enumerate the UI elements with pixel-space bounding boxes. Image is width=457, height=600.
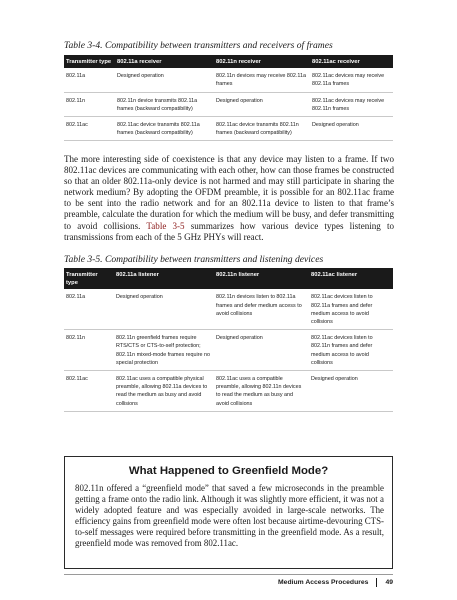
table-header-row: [64, 268, 393, 289]
sidebar-body: 802.11n offered a “greenfield mode” that saved a few microseconds in the preamble getting a frame onto the radio link. Although it was slightly more efficient, it was not a widely adopted feature and was especially avoided in large-scale networks. The efficiency gains from greenfield mode were often lost because airtime-devouring CTS-to-self messages were required before transmitting in the greenfield mode. As a result, greenfield mode was removed from 802.11ac.: [75, 483, 384, 548]
header-cell: 802.11ac receiver: [312, 59, 360, 65]
table-row: [64, 371, 393, 412]
table-row: [64, 330, 393, 371]
header-cell: Transmitter type: [66, 59, 112, 65]
table-3-5-caption: Table 3-5. Compatibility between transmitters and listening devices: [64, 254, 324, 265]
header-cell: 802.11n listener: [216, 272, 260, 278]
table-3-5-link[interactable]: Table 3-5: [146, 220, 185, 231]
table-cell: 802.11n: [66, 97, 86, 104]
table-cell: 802.11a: [66, 73, 86, 80]
table-cell: 802.11n device transmits 802.11a frames (backward compatibility): [117, 97, 198, 112]
table-cell: 802.11ac: [66, 122, 88, 129]
footer-rule: [64, 574, 393, 575]
table-cell: Designed operation: [216, 97, 263, 104]
table-cell: 802.11n greenfield frames require RTS/CTS or CTS-to-self protection; 802.11n mixed-mode frames require no special protection: [116, 335, 210, 366]
body-paragraph: [64, 154, 394, 243]
sidebar-box: [64, 456, 393, 569]
table-3-5: [64, 268, 393, 412]
table-cell: 802.11ac device transmits 802.11a frames (backward compatibility): [117, 122, 200, 137]
header-cell: Transmitter type: [66, 272, 98, 287]
footer-separator: [376, 578, 377, 587]
table-row: [64, 68, 393, 92]
header-cell: 802.11a receiver: [117, 59, 162, 65]
table-cell: 802.11a: [66, 294, 86, 301]
header-cell: 802.11ac listener: [311, 272, 358, 278]
table-cell: 802.11n devices listen to 802.11a frames and defer medium access to avoid collisions: [216, 294, 302, 317]
table-header-row: [64, 55, 393, 68]
table-cell: 802.11ac devices listen to 802.11a frames and defer medium access to avoid collisions: [311, 294, 373, 326]
table-cell: 802.11ac device transmits 802.11n frames (backward compatibility): [216, 122, 299, 137]
table-cell: 802.11ac devices may receive 802.11a frames: [312, 73, 385, 88]
table-cell: 802.11n: [66, 335, 86, 342]
table-cell: Designed operation: [116, 294, 163, 301]
header-cell: 802.11n receiver: [216, 59, 261, 65]
paragraph-text: summarizes how various device types listening to transmissions from each of the 5 GHz PHYs will react.: [64, 220, 394, 242]
table-cell: Designed operation: [311, 376, 358, 383]
table-row: [64, 117, 393, 141]
header-cell: 802.11a listener: [116, 272, 159, 278]
table-cell: Designed operation: [117, 73, 164, 80]
table-3-4: [64, 55, 393, 141]
table-cell: Designed operation: [216, 335, 263, 342]
table-cell: 802.11ac: [66, 376, 88, 383]
table-cell: 802.11ac devices may receive 802.11n frames: [312, 97, 385, 112]
table-cell: 802.11ac devices listen to 802.11n frames and defer medium access to avoid collisions: [311, 335, 373, 366]
page-footer: [278, 578, 393, 587]
page-number: 49: [385, 579, 393, 586]
footer-section-title: Medium Access Procedures: [278, 579, 369, 586]
table-3-4-caption: Table 3-4. Compatibility between transmitters and receivers of frames: [64, 40, 333, 51]
table-row: [64, 93, 393, 117]
table-cell: 802.11ac uses a compatible physical preamble, allowing 802.11a devices to read the medium as busy and avoid collisions: [116, 376, 208, 407]
table-cell: 802.11ac uses a compatible preamble, allowing 802.11n devices to read the medium as busy and avoid collisions: [216, 376, 302, 407]
table-cell: 802.11n devices may receive 802.11a frames: [216, 73, 306, 88]
sidebar-title: What Happened to Greenfield Mode?: [128, 465, 329, 477]
table-cell: Designed operation: [312, 122, 359, 129]
paragraph-text: The more interesting side of coexistence is that any device may listen to a frame. If two 802.11ac devices are communicating with each other, how can those frames be constructed so that an older 802.11a-only device is not harmed and may still participate in sharing the network medium? By adopting the OFDM preamble, it is possible for an 802.11ac frame to be sent into the radio network and for an 802.11a device to listen to that frame’s preamble, calculate the duration for which the medium will be busy, and defer transmitting to avoid collisions.: [64, 154, 394, 231]
table-row: [64, 289, 393, 330]
